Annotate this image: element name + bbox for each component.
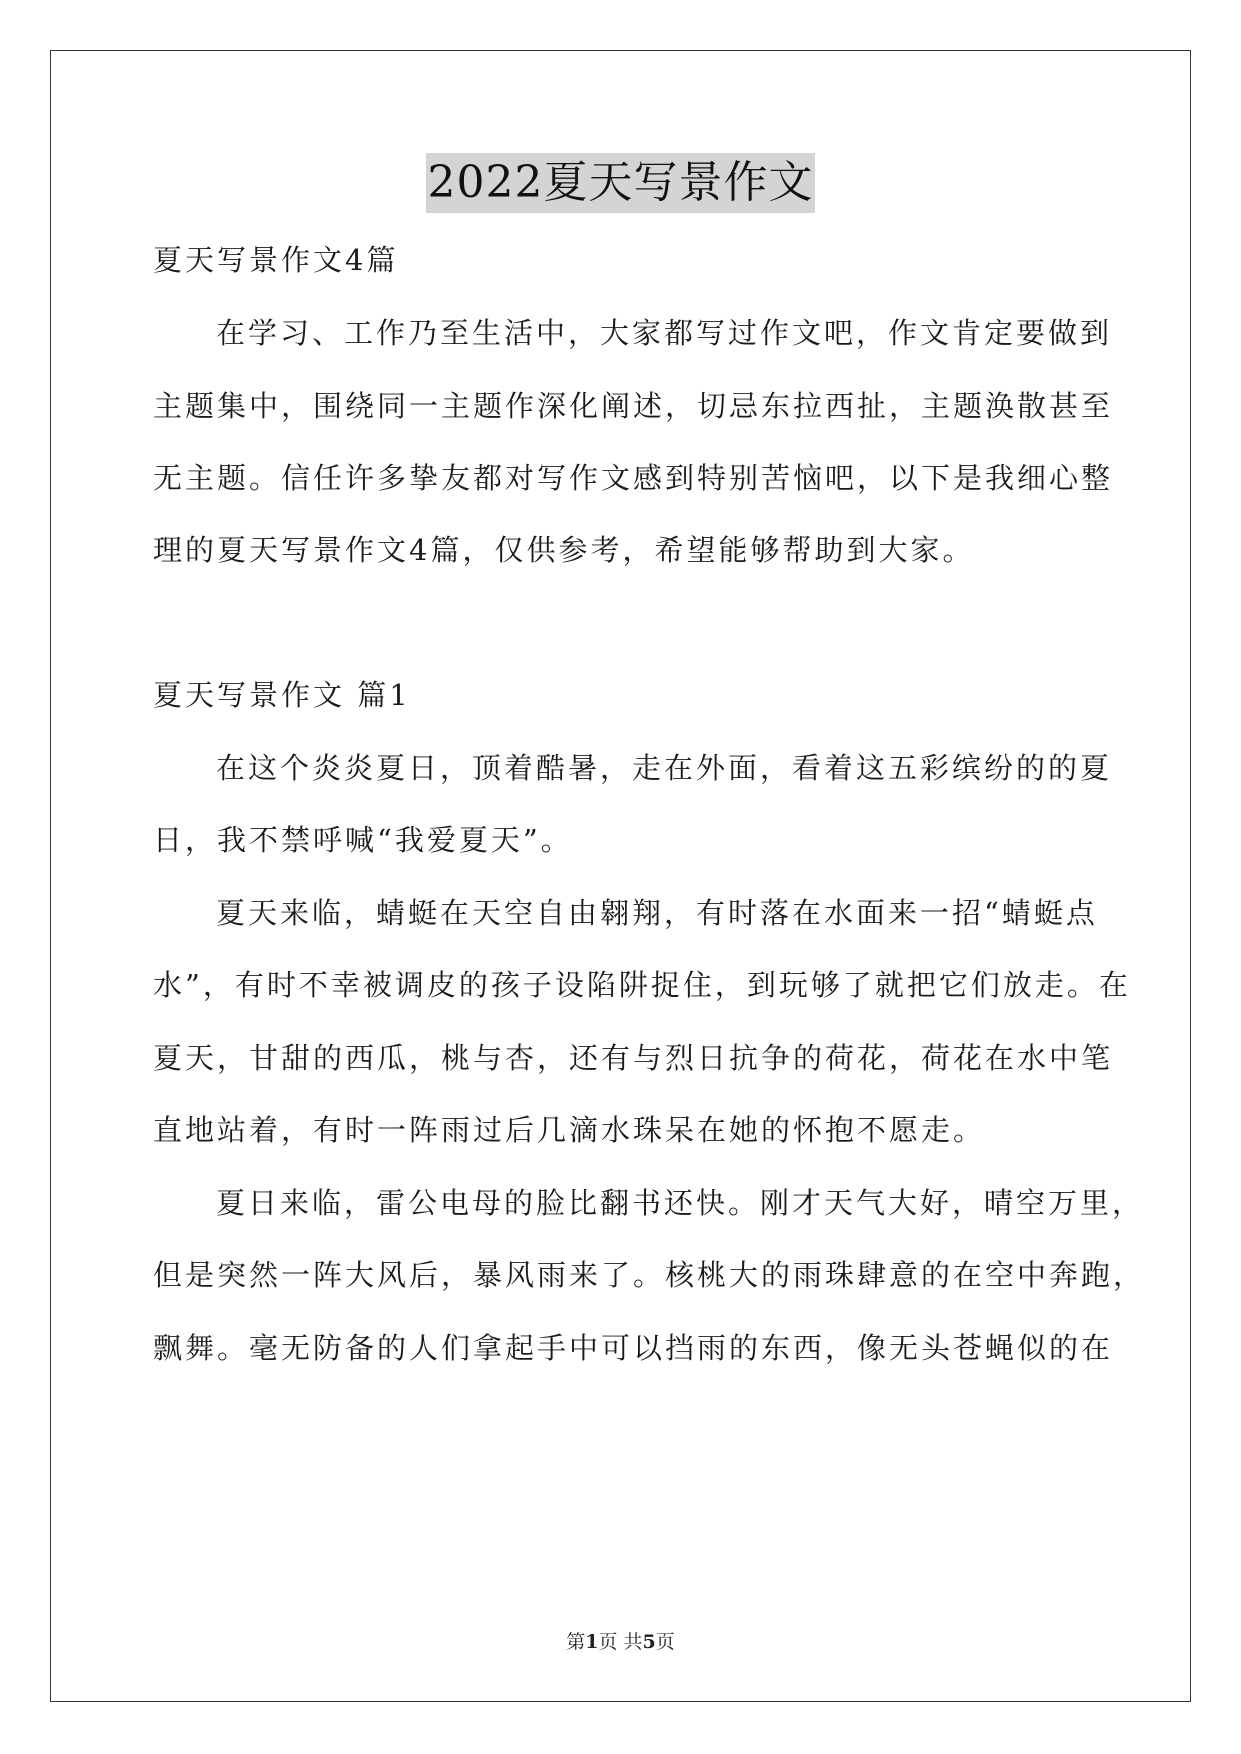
section-heading: 夏天写景作文 篇1 [153,678,411,712]
paragraph-line: 日，我不禁呼喊“我爱夏天”。 [153,823,573,857]
document-title: 2022夏天写景作文 [426,153,816,213]
footer-suffix: 页 [655,1631,675,1653]
footer-total-pages: 5 [642,1631,656,1653]
document-subtitle: 夏天写景作文4篇 [153,243,399,277]
paragraph-line: 但是突然一阵大风后，暴风雨来了。核桃大的雨珠肆意的在空中奔跑， [153,1258,1146,1292]
paragraph-line: 夏日来临，雷公电母的脸比翻书还快。刚才天气大好，晴空万里， [216,1186,1145,1220]
paragraph-line: 直地站着，有时一阵雨过后几滴水珠呆在她的怀抱不愿走。 [153,1113,986,1147]
intro-line-1: 在学习、工作乃至生活中，大家都写过作文吧，作文肯定要做到 [216,316,1113,350]
title-container [0,153,1241,213]
page-border [50,50,1191,1702]
paragraph-line: 飘舞。毫无防备的人们拿起手中可以挡雨的东西，像无头苍蝇似的在 [153,1331,1114,1365]
paragraph-line: 水”，有时不幸被调皮的孩子设陷阱捉住，到玩够了就把它们放走。在 [153,968,1131,1002]
footer-mid: 页 共 [598,1631,643,1653]
footer-prefix: 第 [566,1631,586,1653]
intro-line-3: 无主题。信任许多挚友都对写作文感到特别苦恼吧，以下是我细心整 [153,461,1114,495]
paragraph-line: 夏天，甘甜的西瓜，桃与杏，还有与烈日抗争的荷花，荷花在水中笔 [153,1041,1114,1075]
page-footer [0,1628,1241,1656]
footer-page-number: 1 [585,1631,599,1653]
paragraph-line: 在这个炎炎夏日，顶着酷暑，走在外面，看着这五彩缤纷的的夏 [216,751,1113,785]
paragraph-line: 夏天来临，蜻蜓在天空自由翱翔，有时落在水面来一招“蜻蜓点 [216,896,1098,930]
intro-line-2: 主题集中，围绕同一主题作深化阐述，切忌东拉西扯，主题涣散甚至 [153,389,1114,423]
intro-line-4: 理的夏天写景作文4篇，仅供参考，希望能够帮助到大家。 [153,533,975,567]
